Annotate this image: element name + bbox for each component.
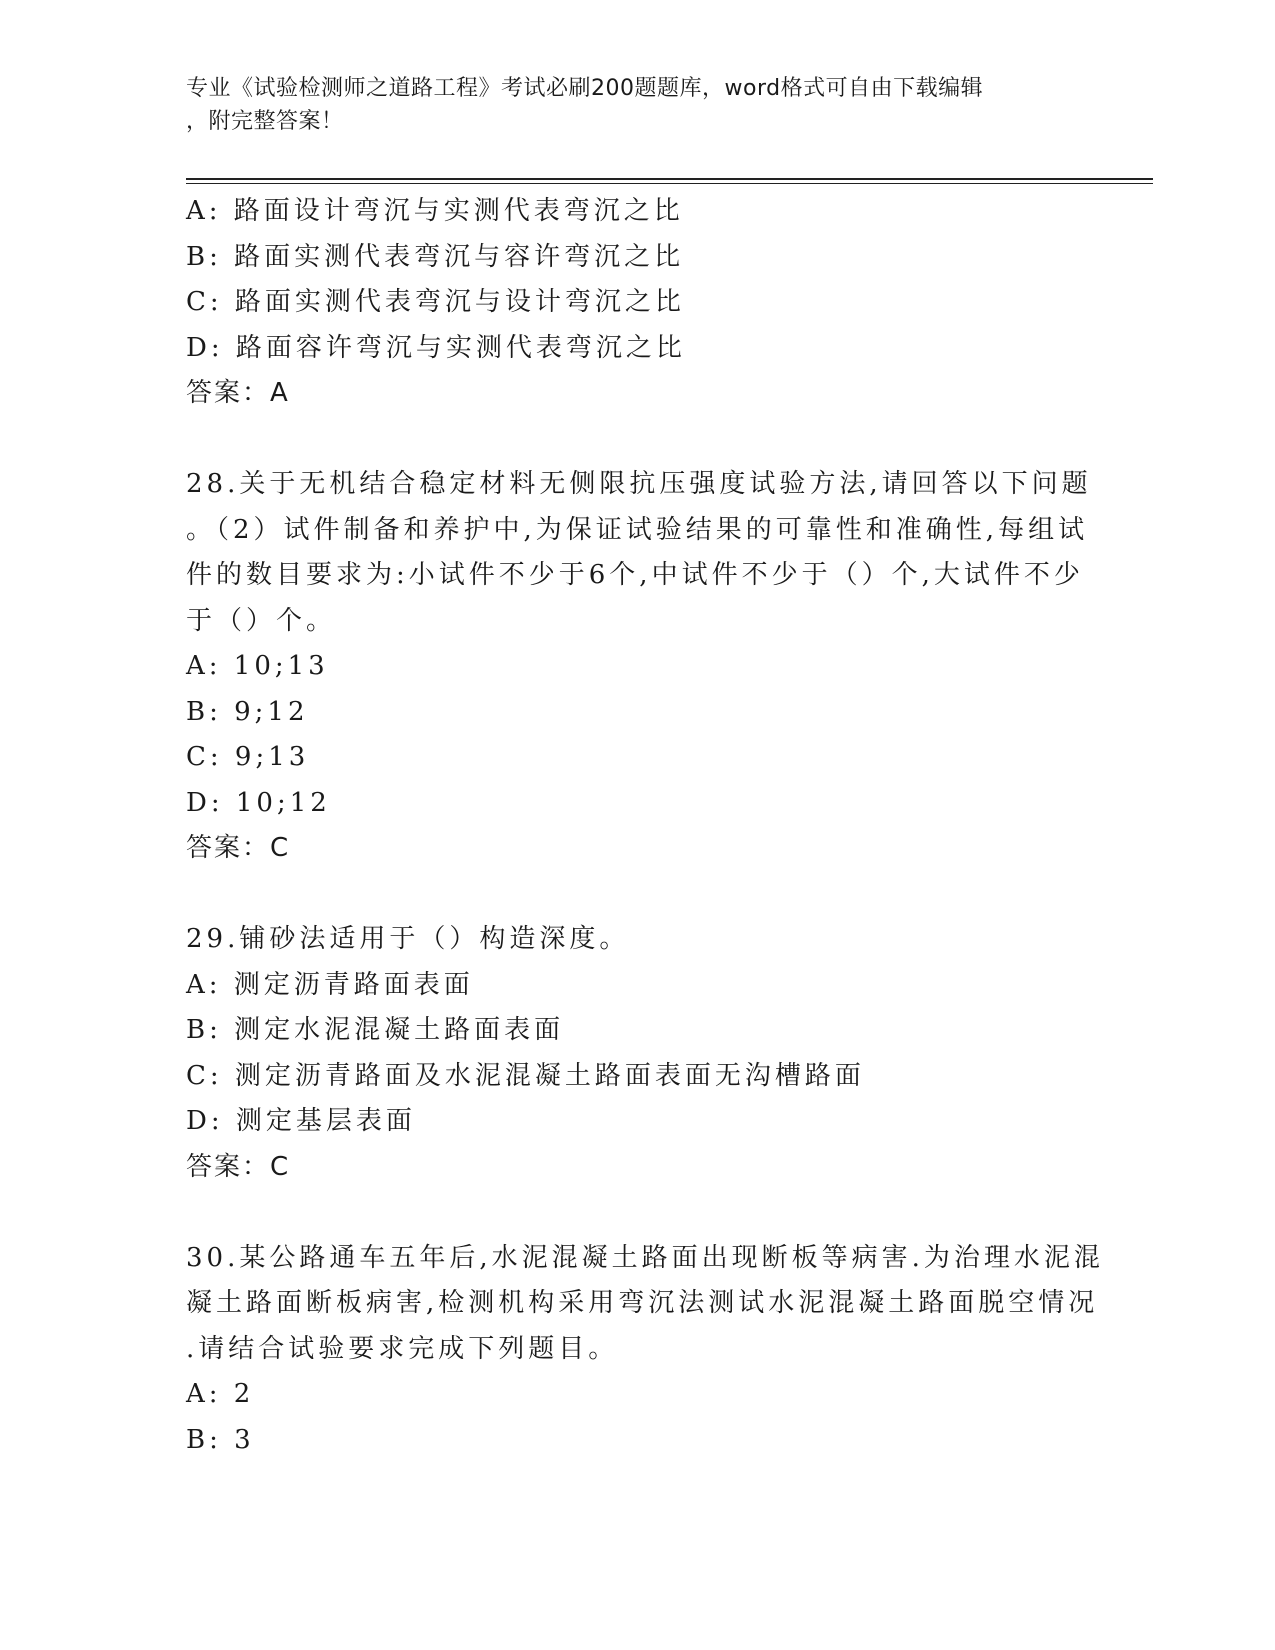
question-stem-line: .请结合试验要求完成下列题目。 (186, 1333, 619, 1364)
question-stem-line: 件的数目要求为:小试件不少于6个,中试件不少于（）个,大试件不少 (186, 560, 1084, 590)
answer-line: 答案：C (186, 1151, 291, 1182)
option-c: C: 9;13 (186, 742, 310, 772)
header-line-2: ，附完整答案！ (186, 109, 344, 134)
spacer (186, 1190, 1086, 1236)
document-header (186, 72, 1066, 138)
option-a: A: 路面设计弯沉与实测代表弯沉之比 (186, 196, 684, 226)
answer-line: 答案：C (186, 833, 291, 863)
option-c: C: 测定沥青路面及水泥混凝土路面表面无沟槽路面 (186, 1060, 865, 1091)
question-stem-line: 28.关于无机结合稳定材料无侧限抗压强度试验方法,请回答以下问题 (186, 469, 1092, 499)
option-a: A: 测定沥青路面表面 (186, 969, 474, 1000)
option-b: B: 3 (186, 1424, 255, 1455)
question-stem-line: 29.铺砂法适用于（）构造深度。 (186, 924, 630, 954)
option-c: C: 路面实测代表弯沉与设计弯沉之比 (186, 287, 685, 317)
option-d: D: 测定基层表面 (186, 1106, 416, 1136)
option-a: A: 2 (186, 1379, 255, 1409)
option-b: B: 测定水泥混凝土路面表面 (186, 1015, 565, 1045)
question-stem-line: 。（2）试件制备和养护中,为保证试验结果的可靠性和准确性,每组试 (186, 514, 1089, 545)
header-divider-thin (186, 183, 1153, 184)
question-27 (186, 189, 1086, 417)
option-d: D: 路面容许弯沉与实测代表弯沉之比 (186, 332, 686, 363)
answer-line: 答案：A (186, 378, 290, 408)
header-line-1: 专业《试验检测师之道路工程》考试必刷200题题库，word格式可自由下载编辑 (186, 76, 984, 101)
question-stem-line: 凝土路面断板病害,检测机构采用弯沉法测试水泥混凝土路面脱空情况 (186, 1288, 1099, 1318)
option-b: B: 路面实测代表弯沉与容许弯沉之比 (186, 241, 685, 272)
spacer (186, 417, 1086, 463)
question-stem-line: 于（）个。 (186, 605, 337, 636)
question-28 (186, 462, 1092, 872)
header-divider-thick (186, 178, 1153, 180)
question-list (186, 189, 1104, 1463)
option-d: D: 10;12 (186, 787, 331, 818)
question-stem-line: 30.某公路通车五年后,水泥混凝土路面出现断板等病害.为治理水泥混 (186, 1242, 1104, 1273)
option-b: B: 9;12 (186, 696, 309, 727)
option-a: A: 10;13 (186, 651, 329, 681)
question-29 (186, 917, 1086, 1190)
spacer (186, 872, 1086, 918)
question-30 (186, 1236, 1104, 1464)
